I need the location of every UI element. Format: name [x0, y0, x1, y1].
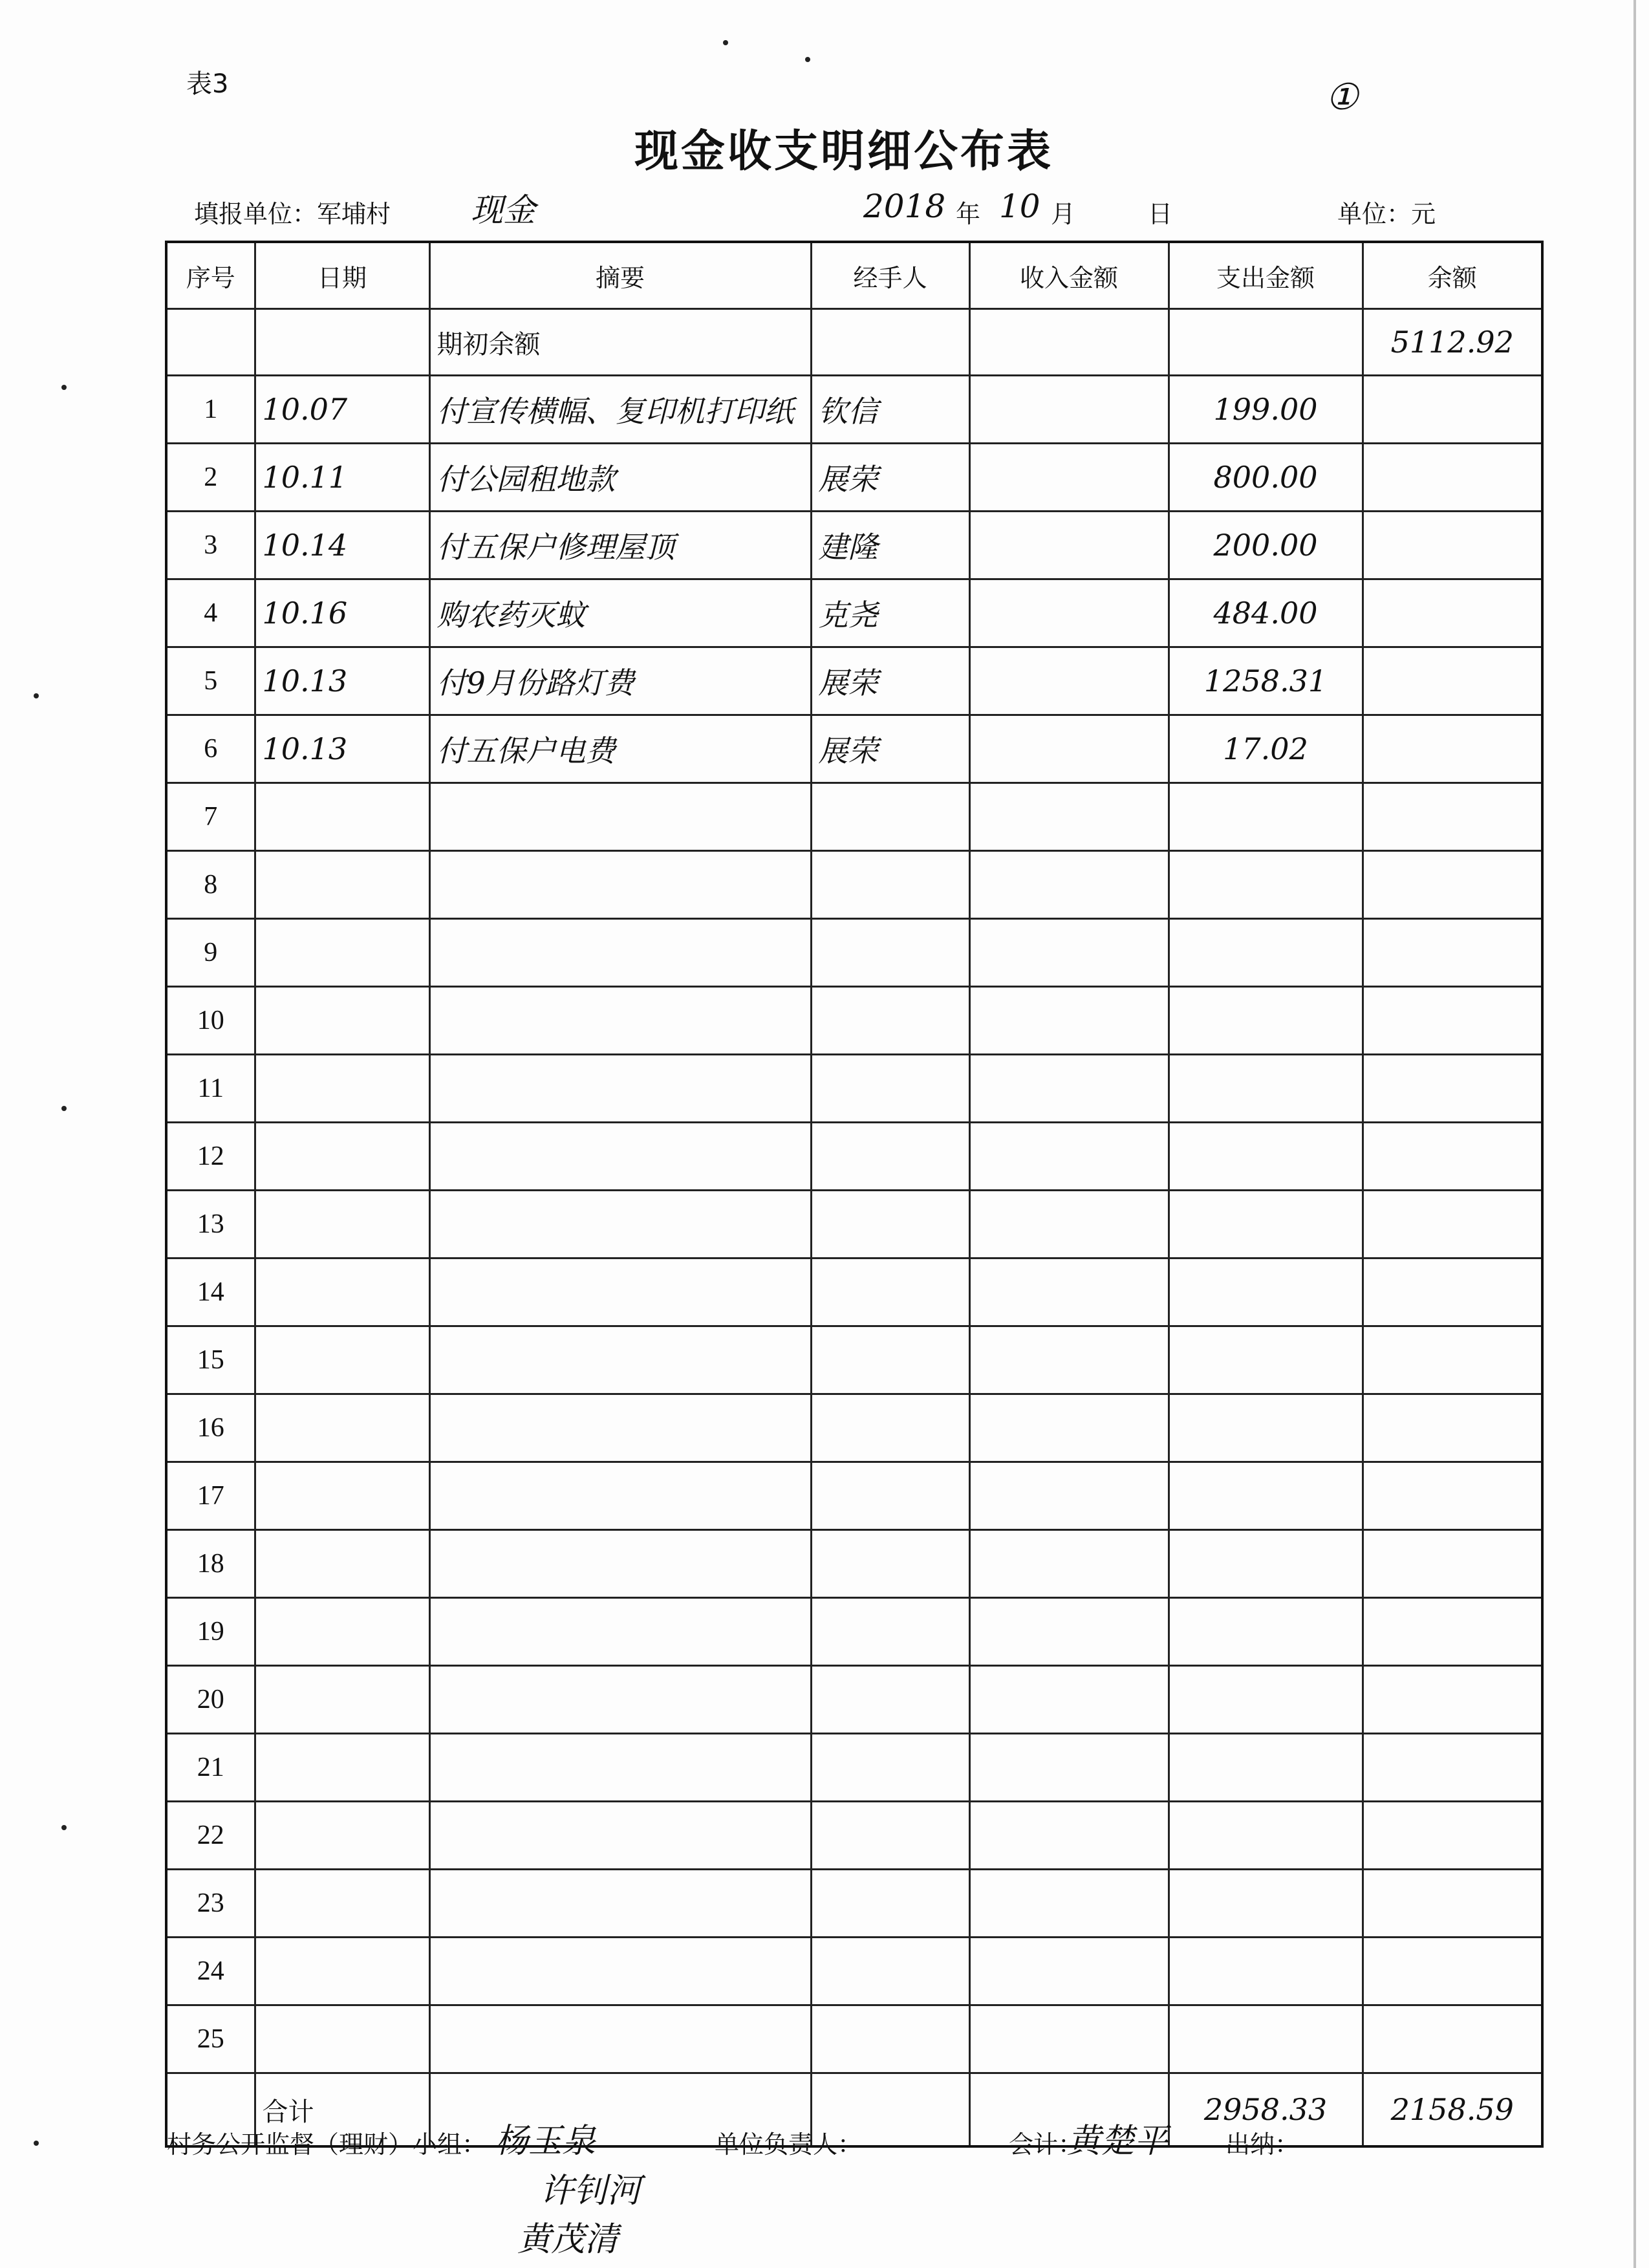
row-handler [811, 1258, 969, 1326]
table-cell [811, 309, 969, 376]
row-handler [811, 1123, 969, 1191]
row-index: 4 [166, 579, 255, 647]
header-balance: 余额 [1363, 242, 1542, 309]
table-row [166, 512, 1542, 579]
row-income [969, 376, 1169, 444]
table-row [166, 1802, 1542, 1870]
header-income: 收入金额 [969, 242, 1169, 309]
row-balance [1363, 512, 1542, 579]
table-row [166, 783, 1542, 851]
row-expense [1169, 1530, 1363, 1598]
row-summary [429, 783, 811, 851]
header-index: 序号 [166, 242, 255, 309]
row-balance [1363, 1938, 1542, 2005]
row-income [969, 1258, 1169, 1326]
row-index: 22 [166, 1802, 255, 1870]
row-expense [1169, 1123, 1363, 1191]
row-index: 25 [166, 2005, 255, 2073]
supervision-signature-2: 许钊河 [540, 2172, 641, 2210]
scan-speck [61, 1106, 67, 1111]
row-index: 24 [166, 1938, 255, 2005]
row-balance [1363, 851, 1542, 919]
row-date: 10.13 [255, 715, 429, 783]
row-expense [1169, 987, 1363, 1055]
row-expense: 484.00 [1169, 579, 1363, 647]
row-date [255, 1870, 429, 1938]
table-row [166, 715, 1542, 783]
row-handler [811, 851, 969, 919]
table-row [166, 376, 1542, 444]
row-summary [429, 1530, 811, 1598]
row-summary: 付五保户修理屋顶 [429, 512, 811, 579]
row-summary [429, 851, 811, 919]
row-handler: 克尧 [811, 579, 969, 647]
row-date [255, 1394, 429, 1462]
row-income [969, 1462, 1169, 1530]
row-balance [1363, 1258, 1542, 1326]
table-row [166, 1666, 1542, 1734]
row-balance [1363, 1462, 1542, 1530]
row-income [969, 851, 1169, 919]
row-income [969, 1938, 1169, 2005]
day-label: 日 [1148, 200, 1173, 228]
row-income [969, 1598, 1169, 1666]
row-index: 12 [166, 1123, 255, 1191]
row-index: 3 [166, 512, 255, 579]
row-index: 19 [166, 1598, 255, 1666]
row-handler: 钦信 [811, 376, 969, 444]
row-income [969, 1530, 1169, 1598]
month-label: 月 [1051, 200, 1076, 228]
row-index: 1 [166, 376, 255, 444]
header-summary: 摘要 [429, 242, 811, 309]
row-handler [811, 1394, 969, 1462]
header-date: 日期 [255, 242, 429, 309]
row-income [969, 512, 1169, 579]
table-row [166, 444, 1542, 512]
total-balance: 2158.59 [1363, 2073, 1542, 2147]
row-handler: 展荣 [811, 647, 969, 715]
report-month: 10 [999, 188, 1040, 225]
row-index: 23 [166, 1870, 255, 1938]
form-title: 现金收支明细公布表 [634, 126, 1053, 177]
table-row [166, 1462, 1542, 1530]
row-summary [429, 1394, 811, 1462]
row-balance [1363, 1530, 1542, 1598]
row-summary [429, 2005, 811, 2073]
row-balance [1363, 1734, 1542, 1802]
row-index: 20 [166, 1666, 255, 1734]
row-date [255, 987, 429, 1055]
row-income [969, 579, 1169, 647]
account-type: 现金 [471, 191, 535, 229]
row-expense: 800.00 [1169, 444, 1363, 512]
row-index: 9 [166, 919, 255, 987]
row-expense [1169, 1191, 1363, 1258]
page-mark: ① [1326, 76, 1359, 118]
row-date [255, 1598, 429, 1666]
row-balance [1363, 647, 1542, 715]
row-income [969, 1123, 1169, 1191]
row-handler [811, 1666, 969, 1734]
opening-balance-value: 5112.92 [1363, 309, 1542, 376]
row-date [255, 1123, 429, 1191]
table-row [166, 2005, 1542, 2073]
row-balance [1363, 1870, 1542, 1938]
row-index: 2 [166, 444, 255, 512]
row-date [255, 1734, 429, 1802]
table-row [166, 851, 1542, 919]
row-income [969, 647, 1169, 715]
report-year: 2018 [863, 188, 946, 225]
row-date [255, 1802, 429, 1870]
row-summary [429, 1802, 811, 1870]
table-row [166, 1938, 1542, 2005]
row-handler [811, 919, 969, 987]
year-label: 年 [956, 200, 981, 228]
row-index: 10 [166, 987, 255, 1055]
row-handler [811, 1530, 969, 1598]
row-index: 13 [166, 1191, 255, 1258]
opening-balance-row [166, 309, 1542, 376]
row-balance [1363, 919, 1542, 987]
row-expense [1169, 1055, 1363, 1123]
row-balance [1363, 1326, 1542, 1394]
table-row [166, 1191, 1542, 1258]
row-balance [1363, 579, 1542, 647]
row-summary [429, 1734, 811, 1802]
row-index: 11 [166, 1055, 255, 1123]
row-expense [1169, 1394, 1363, 1462]
accountant-label: 会计： [1009, 2130, 1083, 2159]
row-balance [1363, 987, 1542, 1055]
row-expense: 17.02 [1169, 715, 1363, 783]
row-income [969, 1870, 1169, 1938]
table-row [166, 987, 1542, 1055]
table-row [166, 1870, 1542, 1938]
row-handler [811, 1462, 969, 1530]
table-row [166, 1055, 1542, 1123]
row-summary [429, 1598, 811, 1666]
responsible-label: 单位负责人： [715, 2130, 863, 2159]
row-balance [1363, 1666, 1542, 1734]
row-date [255, 851, 429, 919]
table-row [166, 1326, 1542, 1394]
total-expense: 2958.33 [1169, 2073, 1363, 2147]
table-row [166, 1394, 1542, 1462]
row-summary: 付9月份路灯费 [429, 647, 811, 715]
row-income [969, 783, 1169, 851]
row-expense [1169, 1462, 1363, 1530]
row-balance [1363, 1802, 1542, 1870]
row-date: 10.07 [255, 376, 429, 444]
table-header-row [166, 242, 1542, 309]
scan-speck [805, 57, 810, 62]
scan-speck [34, 2141, 39, 2146]
row-handler [811, 1870, 969, 1938]
row-summary [429, 1191, 811, 1258]
row-income [969, 1055, 1169, 1123]
row-summary [429, 1666, 811, 1734]
accountant-signature: 黄楚平 [1067, 2122, 1169, 2161]
row-summary [429, 1870, 811, 1938]
row-income [969, 919, 1169, 987]
row-expense [1169, 2005, 1363, 2073]
supervision-label: 村务公开监督（理财）小组： [167, 2130, 487, 2159]
row-index: 7 [166, 783, 255, 851]
row-index: 8 [166, 851, 255, 919]
row-expense [1169, 1938, 1363, 2005]
row-income [969, 1802, 1169, 1870]
row-index: 16 [166, 1394, 255, 1462]
table-row [166, 579, 1542, 647]
row-summary [429, 1258, 811, 1326]
row-expense [1169, 1802, 1363, 1870]
table-cell [255, 309, 429, 376]
row-handler [811, 1734, 969, 1802]
row-date [255, 783, 429, 851]
row-expense [1169, 1598, 1363, 1666]
row-income [969, 987, 1169, 1055]
row-date [255, 1666, 429, 1734]
row-balance [1363, 715, 1542, 783]
row-income [969, 1191, 1169, 1258]
row-index: 18 [166, 1530, 255, 1598]
cashier-label: 出纳： [1225, 2130, 1300, 2159]
row-balance [1363, 1123, 1542, 1191]
row-income [969, 1666, 1169, 1734]
row-income [969, 1326, 1169, 1394]
row-summary [429, 1938, 811, 2005]
row-expense: 199.00 [1169, 376, 1363, 444]
row-handler: 展荣 [811, 444, 969, 512]
total-label: 合计 [255, 2073, 429, 2147]
row-income [969, 1394, 1169, 1462]
row-expense [1169, 851, 1363, 919]
row-balance [1363, 2005, 1542, 2073]
row-handler [811, 1598, 969, 1666]
table-row [166, 1530, 1542, 1598]
row-expense [1169, 1870, 1363, 1938]
row-income [969, 1734, 1169, 1802]
row-balance [1363, 1394, 1542, 1462]
row-expense [1169, 783, 1363, 851]
row-summary: 付五保户电费 [429, 715, 811, 783]
row-handler [811, 1191, 969, 1258]
header-handler: 经手人 [811, 242, 969, 309]
row-date [255, 1530, 429, 1598]
row-date [255, 1326, 429, 1394]
row-summary: 付宣传横幅、复印机打印纸 [429, 376, 811, 444]
row-date: 10.13 [255, 647, 429, 715]
table-number: 表3 [186, 69, 229, 99]
row-expense: 200.00 [1169, 512, 1363, 579]
row-balance [1363, 783, 1542, 851]
table-row [166, 919, 1542, 987]
header-expense: 支出金额 [1169, 242, 1363, 309]
scan-speck [723, 40, 728, 45]
table-cell [166, 309, 255, 376]
scan-speck [61, 1825, 67, 1830]
ledger-table [165, 241, 1544, 2148]
row-summary: 付公园租地款 [429, 444, 811, 512]
row-index: 21 [166, 1734, 255, 1802]
scan-speck [61, 385, 67, 390]
row-expense [1169, 1258, 1363, 1326]
row-handler [811, 1802, 969, 1870]
row-summary [429, 1462, 811, 1530]
row-index: 5 [166, 647, 255, 715]
row-summary [429, 1326, 811, 1394]
table-row [166, 1258, 1542, 1326]
row-date [255, 1462, 429, 1530]
table-row [166, 1598, 1542, 1666]
row-balance [1363, 1191, 1542, 1258]
row-date [255, 919, 429, 987]
scan-edge [1633, 0, 1636, 2268]
row-date [255, 1938, 429, 2005]
row-balance [1363, 444, 1542, 512]
row-expense [1169, 919, 1363, 987]
row-handler [811, 1326, 969, 1394]
row-date [255, 1258, 429, 1326]
row-expense: 1258.31 [1169, 647, 1363, 715]
row-date [255, 1191, 429, 1258]
supervision-signature-1: 杨玉泉 [495, 2122, 596, 2161]
table-row [166, 1123, 1542, 1191]
row-index: 17 [166, 1462, 255, 1530]
row-date: 10.11 [255, 444, 429, 512]
row-income [969, 444, 1169, 512]
row-handler [811, 2005, 969, 2073]
row-date [255, 2005, 429, 2073]
row-date: 10.16 [255, 579, 429, 647]
row-index: 6 [166, 715, 255, 783]
row-balance [1363, 376, 1542, 444]
row-handler [811, 1055, 969, 1123]
row-index: 15 [166, 1326, 255, 1394]
table-cell [969, 309, 1169, 376]
row-handler [811, 783, 969, 851]
supervision-signature-3: 黄茂清 [517, 2220, 619, 2259]
table-cell [1169, 309, 1363, 376]
row-index: 14 [166, 1258, 255, 1326]
row-summary [429, 919, 811, 987]
row-summary [429, 1123, 811, 1191]
opening-summary: 期初余额 [429, 309, 811, 376]
row-expense [1169, 1666, 1363, 1734]
row-expense [1169, 1734, 1363, 1802]
row-balance [1363, 1055, 1542, 1123]
row-handler: 展荣 [811, 715, 969, 783]
table-row [166, 647, 1542, 715]
row-handler [811, 987, 969, 1055]
filing-unit: 填报单位：军埔村 [194, 200, 391, 228]
currency-unit: 单位：元 [1337, 200, 1436, 228]
table-row [166, 1734, 1542, 1802]
row-expense [1169, 1326, 1363, 1394]
row-handler [811, 1938, 969, 2005]
row-date: 10.14 [255, 512, 429, 579]
row-income [969, 2005, 1169, 2073]
row-summary [429, 1055, 811, 1123]
row-summary: 购农药灭蚊 [429, 579, 811, 647]
row-balance [1363, 1598, 1542, 1666]
row-date [255, 1055, 429, 1123]
row-summary [429, 987, 811, 1055]
row-income [969, 715, 1169, 783]
row-handler: 建隆 [811, 512, 969, 579]
scan-speck [34, 693, 39, 698]
